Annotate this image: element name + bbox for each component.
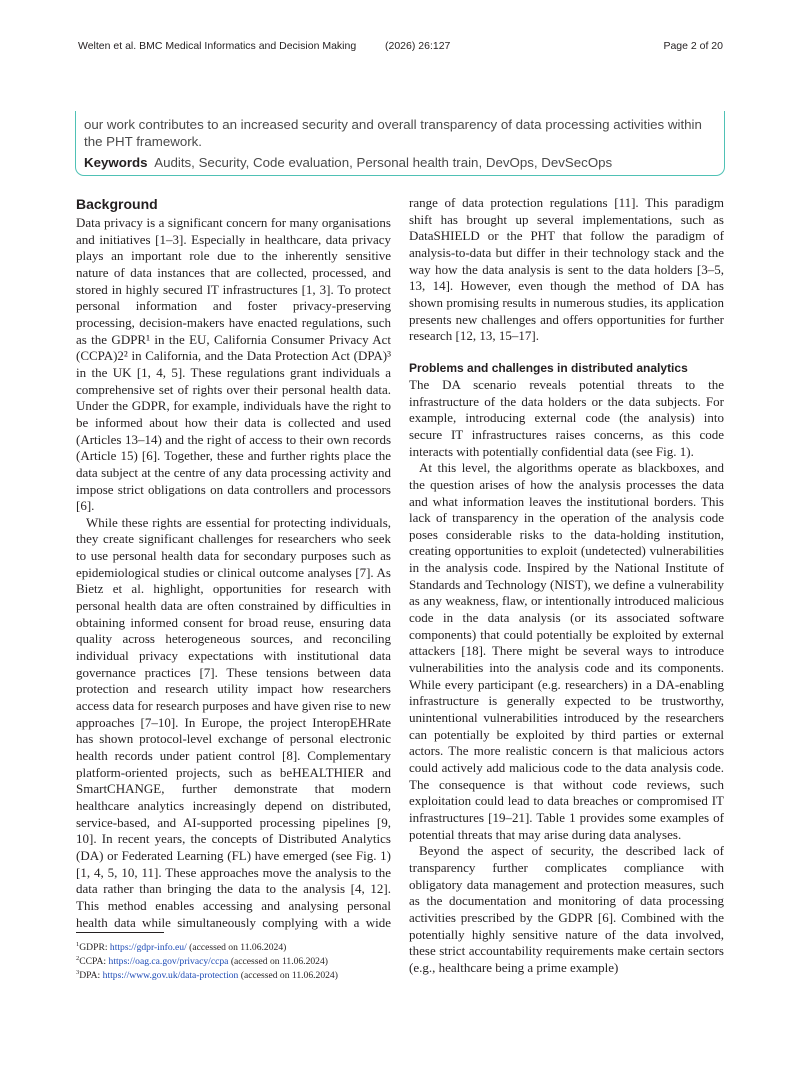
- footnote-3: [76, 969, 396, 983]
- background-paragraph-1: Data privacy is a significant concern for many organisations and initiatives [1–3]. Especially in healthcare, data privacy plays an important role due to the inherently sensitive nature of data instances that are collected, processed, and stored in highly secured IT infrastructures [1, 3]. To protect personal information and foster privacy-preserving processing, decision-makers have enacted regulations, such as the GDPR¹ in the EU, California Consumer Privacy Act (CCPA)2² in California, and the Data Protection Act (DPA)³ in the UK [1, 4, 5]. These regulations grant individuals a comprehensive set of rights over their personal health data. Under the GDPR, for example, individuals have the right to be informed about how their data is collected and used (Articles 13–14) and the right of access to their own records (Article 15) [6]. Together, these and further rights place the data subject at the centre of any data processing activity and impose strict obligations on data controllers and processors [6].: [76, 215, 391, 514]
- keywords-line: [84, 154, 716, 171]
- keywords-list: Audits, Security, Code evaluation, Personal health train, DevOps, DevSecOps: [154, 155, 613, 170]
- footnotes: [76, 941, 396, 983]
- footnote-number: 2: [76, 954, 80, 962]
- right-column: [409, 195, 724, 977]
- footnote-note: (accessed on 11.06.2024): [240, 970, 338, 981]
- footnote-note: (accessed on 11.06.2024): [189, 942, 287, 953]
- footnote-number: 3: [76, 968, 80, 976]
- running-header: [78, 40, 723, 58]
- subsection-title-problems: Problems and challenges in distributed analytics: [409, 360, 688, 375]
- page-number: Page 2 of 20: [663, 40, 723, 52]
- problems-paragraph-3: Beyond the aspect of security, the described lack of transparency further complicates compliance with obligatory data management and protection measures, such as the documentation and monitoring of data processing activities prescribed by the GDPR [6]. Combined with the potentially highly sensitive nature of the data involved, these strict accountability requirements make certain sectors (e.g., healthcare being a prime example): [409, 843, 724, 975]
- footnote-2: [76, 955, 396, 969]
- footnote-number: 1: [76, 940, 80, 948]
- footnote-label: GDPR:: [79, 942, 108, 953]
- footnote-divider: [76, 932, 164, 933]
- citation-year: (2026) 26:127: [385, 40, 451, 52]
- footnote-link-dpa[interactable]: https://www.gov.uk/data-protection: [102, 970, 239, 981]
- abstract-box: [75, 111, 725, 176]
- section-title-background: Background: [76, 196, 158, 212]
- problems-paragraph-2: At this level, the algorithms operate as blackboxes, and the question arises of how the analysis processes the data and what information leaves the institutional borders. This lack of transparency in the operation of the analysis code poses considerable risks to the data-holding institution, creating opportunities to exploit (undetected) vulnerabilities in the analysis code. Inspired by the National Institute of Standards and Technology (NIST), we define a vulnerability as any weakness, flaw, or intentionally introduced malicious code in the data analysis (or its associated software components) that could potentially be exploited by external attackers [18]. There might be several ways to introduce vulnerabilities into the analysis code and its components. While every participant (e.g. researchers) in a DA-enabling infrastructure is generally expected to be trustworthy, unintentional vulnerabilities introduced by the researchers can potentially be exploited by third parties or external actors. The more realistic concern is that malicious actors could actively add malicious code to the data analysis code. The consequence is that without code reviews, such exploitation could lead to data breaches or compromised IT infrastructures [19–21]. Table 1 provides some examples of potential threats that may arise during data analyses.: [409, 460, 724, 842]
- problems-paragraph-1: The DA scenario reveals potential threats to the infrastructure of the data holders or the data subjects. For example, introducing external code (the analysis) into secure IT infrastructures raises concerns, as this code interacts with potentially confidential data (see Fig. 1).: [409, 376, 724, 459]
- journal-citation: Welten et al. BMC Medical Informatics and Decision Making: [78, 40, 357, 52]
- keywords-label: Keywords: [84, 155, 148, 170]
- footnote-note: (accessed on 11.06.2024): [230, 956, 328, 967]
- abstract-text: our work contributes to an increased security and overall transparency of data processing activities within the PHT framework.: [84, 117, 702, 149]
- footnote-label: DPA:: [79, 970, 101, 981]
- footnote-link-gdpr[interactable]: https://gdpr-info.eu/: [109, 942, 187, 953]
- background-paragraph-2: While these rights are essential for protecting individuals, they create significant challenges for researchers who seek to use personal health data for secondary purposes such as epidemiological studies or clinical outcome analyses [7]. As Bietz et al. highlight, opportunities for research with personal health data are often constrained by difficulties in obtaining informed consent for broad reuse, ensuring data quality across heterogeneous sources, and reconciling individual privacy expectations with institutional data governance practices [7]. These tensions between data protection and research utility impact how researchers access data for research purposes and have given rise to new approaches [7–10]. In Europe, the project InteropEHRate has shown protocol-level exchange of personal electronic health records under patient control [8]. Complementary platform-oriented projects, such as beHEALTHIER and SmartCHANGE, further demonstrate that modern healthcare analytics increasingly depend on distributed, service-based, and AI-supported processing pipelines [9, 10]. In recent years, the concepts of Distributed Analytics (DA) or Federated Learning (FL) have emerged (see Fig. 1) [1, 4, 5, 10, 11]. These approaches move the analysis to the data rather than bringing the data to the analysis [4, 12]. This method enables accessing and analysing personal health data while simultaneously complying with a wide: [76, 514, 391, 930]
- footnote-1: [76, 941, 396, 955]
- footnote-label: CCPA:: [79, 956, 107, 967]
- left-column: [76, 195, 391, 931]
- background-paragraph-2-continued: range of data protection regulations [11]. This paradigm shift has brought up several implementations, such as DataSHIELD or the PHT that follow the paradigm of analysis-to-data but differ in their technology stack and the way how the data analysis is sent to the data holders [3–5, 13, 14]. However, even though the method of DA has shown promising results in numerous studies, its application presents new challenges and offers opportunities for further research [12, 13, 15–17].: [409, 195, 724, 344]
- footnote-link-ccpa[interactable]: https://oag.ca.gov/privacy/ccpa: [108, 956, 229, 967]
